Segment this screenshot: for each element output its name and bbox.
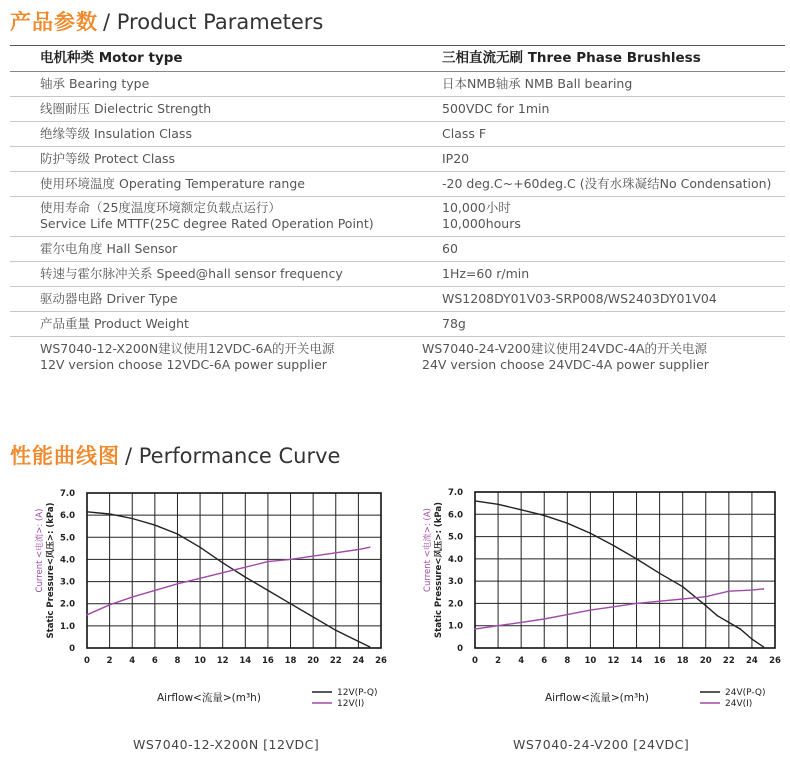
x-tick-label: 10 [194,656,206,666]
series-point [312,555,314,557]
legend-label: 12V(I) [337,699,365,709]
series-point [613,545,615,547]
header-label: 电机种类 Motor type [10,46,412,71]
row-value: 1Hz=60 r/min [412,261,785,286]
series-point [717,615,719,617]
row-label: 防护等级 Protect Class [10,146,412,171]
legend-label: 24V(I) [725,699,753,709]
table-row [10,236,785,261]
series-point [131,596,133,598]
row-value: 60 [412,236,785,261]
x-axis-label: Airflow<流量>(m³h) [157,692,261,704]
chart-caption-12v: WS7040-12-X200N [12VDC] [133,737,320,752]
footer-right [412,336,785,377]
series-point [109,604,111,606]
x-tick-label: 14 [630,656,643,666]
series-point [613,606,615,608]
table-row [10,286,785,311]
x-tick-label: 0 [84,656,90,666]
legend-label: 24V(P-Q) [725,688,766,698]
x-tick-label: 4 [129,656,136,666]
x-tick-label: 12 [607,656,620,666]
series-point [705,605,707,607]
series-point [543,618,545,620]
series-point [86,511,88,513]
row-value: IP20 [412,146,785,171]
y-tick-label: 4.0 [447,554,463,565]
title-en: / Product Parameters [103,10,324,34]
row-label: 绝缘等级 Insulation Class [10,121,412,146]
footer-left-line-2: 12V version choose 12VDC-6A power supplier [40,356,327,372]
x-tick-label: 8 [174,656,181,666]
series-point [245,576,247,578]
series-point [567,614,569,616]
row-label: 驱动器电路 Driver Type [10,286,412,311]
series-point [177,583,179,585]
y-tick-label: 2.0 [59,599,75,610]
row-label: 轴承 Bearing type [10,71,412,96]
series-point [682,598,684,600]
series-point [590,609,592,611]
series-point [751,638,753,640]
row-label: 产品重量 Product Weight [10,311,412,336]
series-line [475,501,764,647]
section-title-performance [10,440,340,470]
x-tick-label: 14 [239,656,252,666]
y-tick-label: 6.0 [59,511,75,522]
series-point [497,625,499,627]
series-point [109,513,111,515]
x-axis-label: Airflow<流量>(m³h) [545,692,649,704]
y2-axis-label: Current <电流>: (A) [423,508,433,592]
table-row [10,146,785,171]
x-tick-label: 8 [564,656,571,666]
table-row [10,311,785,336]
series-point [154,524,156,526]
legend-label: 12V(P-Q) [337,688,378,698]
table-footer-row [10,336,785,377]
x-tick-label: 16 [653,656,666,666]
series-point [751,589,753,591]
table-row [10,71,785,96]
x-tick-label: 26 [375,656,387,666]
series-point [567,522,569,524]
x-tick-label: 26 [769,656,781,666]
series-point [86,614,88,616]
series-point [290,559,292,561]
table-row [10,196,785,236]
series-line [475,589,764,629]
series-point [763,646,765,648]
y-tick-label: 4.0 [59,555,75,566]
chart-svg [0,478,395,723]
y-tick-label: 0 [457,644,463,654]
x-tick-label: 12 [216,656,229,666]
performance-chart-24v [395,478,790,727]
title-en: / Performance Curve [125,444,341,468]
performance-chart-12v [0,478,395,727]
series-point [763,588,765,590]
x-tick-label: 18 [676,656,689,666]
row-label: 霍尔电角度 Hall Sensor [10,236,412,261]
series-point [199,546,201,548]
y-tick-label: 7.0 [59,489,75,499]
chart-caption-24v: WS7040-24-V200 [24VDC] [513,737,690,752]
series-point [358,641,360,643]
series-point [131,518,133,520]
x-tick-label: 20 [307,656,320,666]
y-tick-label: 3.0 [447,577,463,588]
row-value: 78g [412,311,785,336]
x-tick-label: 18 [284,656,297,666]
series-point [728,590,730,592]
chart-svg [395,478,790,723]
table-row [10,261,785,286]
series-point [705,596,707,598]
series-point [474,628,476,630]
series-point [728,622,730,624]
x-tick-label: 2 [495,656,502,666]
x-tick-label: 2 [106,656,113,666]
series-point [245,566,247,568]
series-point [267,561,269,563]
series-point [659,573,661,575]
footer-left [10,336,412,377]
x-tick-label: 24 [352,656,365,666]
x-tick-label: 6 [541,656,548,666]
series-point [474,500,476,502]
x-tick-label: 16 [262,656,274,666]
title-cn: 性能曲线图 [10,444,120,468]
series-point [543,515,545,517]
row-value-line-2: 10,000hours [442,216,521,231]
row-label-line-1: 使用寿命（25度温度环境额定负载点运行） [40,200,281,215]
series-point [358,549,360,551]
x-tick-label: 24 [746,656,758,666]
section-title-parameters [10,6,323,36]
row-value-line-1: 10,000小时 [442,200,511,215]
y-axis-label: Static Pressure<风压>: (kPa) [434,502,444,638]
row-value: 500VDC for 1min [412,96,785,121]
y-tick-label: 7.0 [447,488,463,498]
x-tick-label: 20 [699,656,712,666]
x-tick-label: 10 [584,656,597,666]
row-label: 使用环境温度 Operating Temperature range [10,171,412,196]
series-point [636,558,638,560]
x-tick-label: 0 [472,656,478,666]
series-point [312,616,314,618]
series-point [520,622,522,624]
series-point [267,590,269,592]
x-tick-label: 22 [722,656,735,666]
series-line [87,512,370,647]
series-point [222,562,224,564]
table-header-row [10,46,785,71]
title-cn: 产品参数 [10,10,98,34]
table-row [10,171,785,196]
row-value: Class F [412,121,785,146]
plot-frame [475,492,775,648]
x-tick-label: 22 [329,656,342,666]
series-point [740,628,742,630]
y-tick-label: 0 [69,644,75,654]
row-label: 线圈耐压 Dielectric Strength [10,96,412,121]
series-point [682,586,684,588]
y-tick-label: 5.0 [447,532,463,543]
series-point [154,590,156,592]
parameters-table [10,46,785,377]
x-tick-label: 6 [151,656,158,666]
header-value: 三相直流无刷 Three Phase Brushless [412,46,785,71]
series-point [290,603,292,605]
series-point [199,577,201,579]
row-label-line-2: Service Life MTTF(25C degree Rated Operation Point) [40,216,374,231]
series-point [369,546,371,548]
y2-axis-label: Current <电流>: (A) [35,508,45,593]
series-point [497,503,499,505]
row-label [10,196,412,236]
row-value [412,196,785,236]
series-line [87,547,370,615]
series-point [222,572,224,574]
y-tick-label: 6.0 [447,510,463,521]
x-tick-label: 4 [518,656,525,666]
series-point [659,600,661,602]
series-point [369,646,371,648]
row-value: -20 deg.C~+60deg.C (没有水珠凝结No Condensation) [412,171,785,196]
row-label: 转速与霍尔脉冲关系 Speed@hall sensor frequency [10,261,412,286]
footer-left-line-1: WS7040-12-X200N建议使用12VDC-6A的开关电源 [40,340,335,356]
series-point [636,603,638,605]
y-tick-label: 3.0 [59,577,75,588]
footer-right-line-2: 24V version choose 24VDC-4A power supplier [422,356,709,372]
series-point [335,552,337,554]
table-row [10,96,785,121]
series-point [520,509,522,511]
table-row [10,121,785,146]
series-point [177,533,179,535]
series-point [335,629,337,631]
y-tick-label: 2.0 [447,599,463,610]
y-tick-label: 1.0 [59,621,75,632]
row-value: 日本NMB轴承 NMB Ball bearing [412,71,785,96]
y-axis-label: Static Pressure<风压>: (kPa) [46,502,56,639]
y-tick-label: 5.0 [59,533,75,544]
series-point [590,532,592,534]
footer-right-line-1: WS7040-24-V200建议使用24VDC-4A的开关电源 [422,340,708,356]
row-value: WS1208DY01V03-SRP008/WS2403DY01V04 [412,286,785,311]
y-tick-label: 1.0 [447,621,463,632]
